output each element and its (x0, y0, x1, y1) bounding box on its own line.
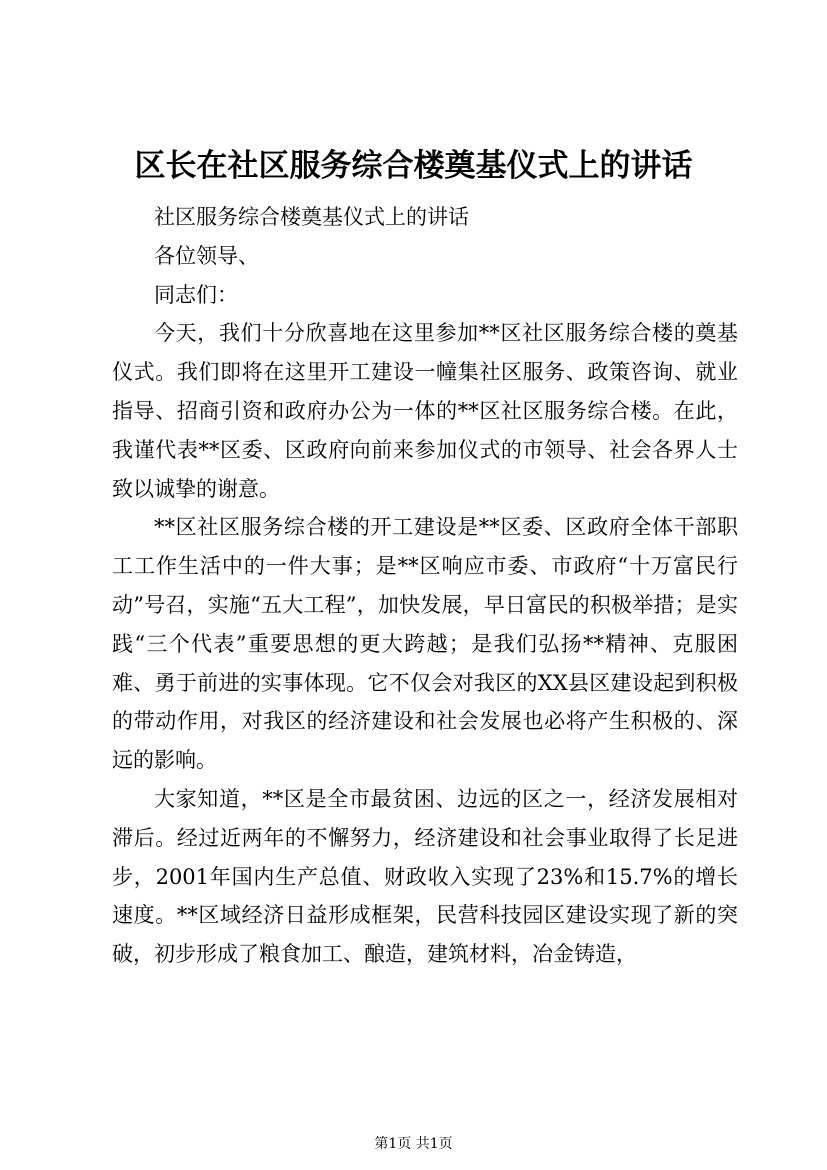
document-title: 区长在社区服务综合楼奠基仪式上的讲话 (134, 148, 693, 184)
page-footer: 第1页 共1页 (374, 1136, 453, 1152)
document-body (112, 198, 738, 974)
body-paragraph-1: 今天，我们十分欣喜地在这里参加**区社区服务综合楼的奠基仪式。我们即将在这里开工建设一幢集社区服务、政策咨询、就业指导、招商引资和政府办公为一体的**区社区服务综合楼。在此，我谨代表**区委、区政府向前来参加仪式的市领导、社会各界人士致以诚挚的谢意。 (112, 321, 738, 501)
body-paragraph-3: 大家知道，**区是全市最贫困、边远的区之一，经济发展相对滞后。经过近两年的不懈努力，经济建设和社会事业取得了长足进步，2001年国内生产总值、财政收入实现了23%和15.7%的增长速度。**区域经济日益形成框架，民营科技园区建设实现了新的突破，初步形成了粮食加工、酿造，建筑材料，冶金铸造， (112, 786, 738, 967)
subtitle-paragraph: 社区服务综合楼奠基仪式上的讲话 (154, 205, 469, 229)
salutation-leaders: 各位领导、 (154, 243, 259, 268)
body-paragraph-2: **区社区服务综合楼的开工建设是**区委、区政府全体干部职工工作生活中的一件大事；是**区响应市委、市政府“十万富民行动”号召，实施“五大工程”，加快发展，早日富民的积极举措；是实践“三个代表”重要思想的更大跨越；是我们弘扬**精神、克服困难、勇于前进的实事体现。它不仅会对我区的XX县区建设起到积极的带动作用，对我区的经济建设和社会发展也必将产生积极的、深远的影响。 (112, 515, 738, 773)
salutation-comrades: 同志们： (154, 282, 238, 307)
